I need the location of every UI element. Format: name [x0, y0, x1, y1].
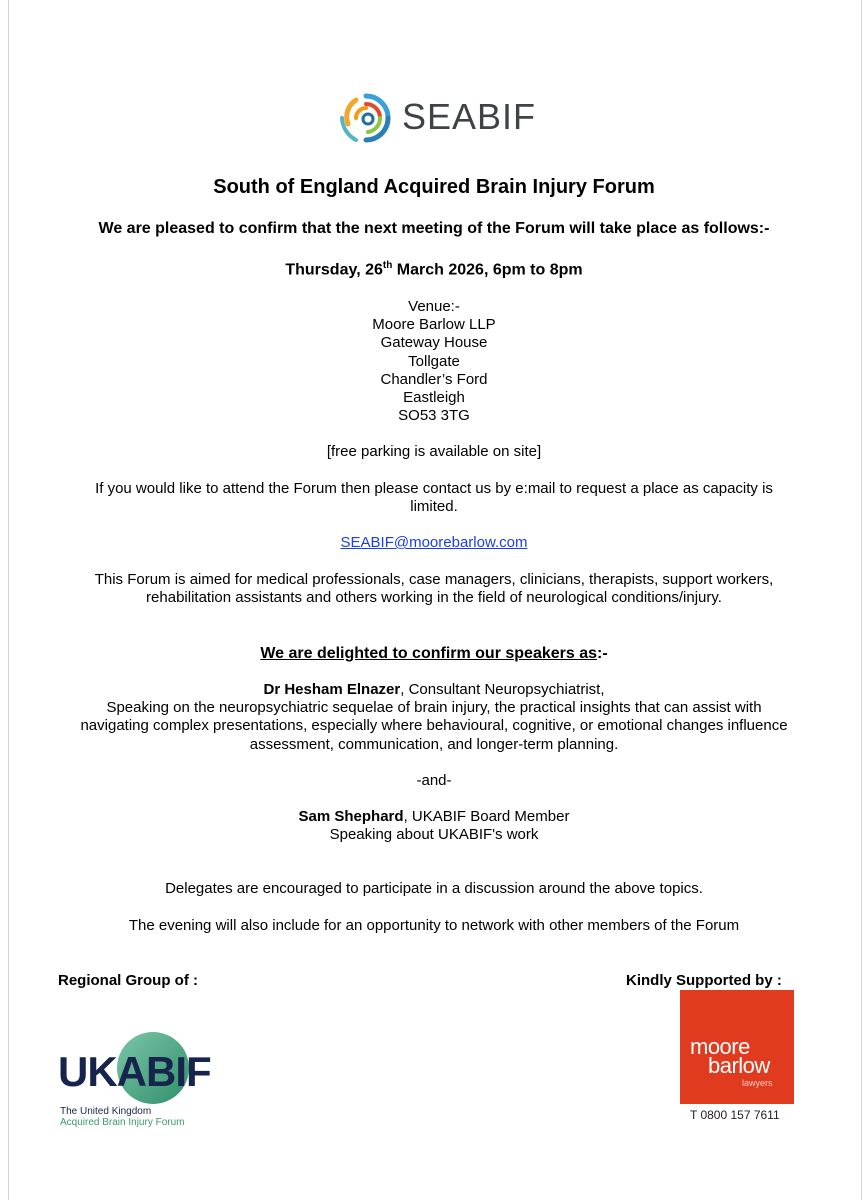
- speaker-1-title: [0, 681, 868, 699]
- speaker-2-title: [0, 808, 868, 826]
- speaker-1-line-2: navigating complex presentations, especially where behavioural, cognitive, or emotional changes influence: [80, 717, 788, 735]
- date-ordinal: th: [382, 260, 393, 271]
- speakers-heading-tail: :-: [597, 645, 608, 662]
- date-prefix: Thursday, 26: [285, 261, 383, 279]
- speaker-1-role: , Consultant Neuropsychiatrist,: [400, 681, 605, 698]
- speaker-1-line-3: assessment, communication, and longer-term planning.: [249, 735, 619, 753]
- venue-line-5: Eastleigh: [403, 389, 465, 407]
- speaker-2: [0, 808, 868, 844]
- speaker-1-line-1: Speaking on the neuropsychiatric sequelae of brain injury, the practical insights that can assist with: [106, 699, 762, 717]
- venue-line-1: Moore Barlow LLP: [372, 316, 496, 334]
- audience-line-1: This Forum is aimed for medical professionals, case managers, clinicians, therapists, support workers,: [94, 571, 774, 588]
- ukabif-subtitle-1: The United Kingdom: [60, 1106, 152, 1117]
- speaker-2-name: Sam Shephard: [298, 808, 404, 825]
- venue-line-2: Gateway House: [380, 334, 488, 352]
- moore-barlow-line-2: barlow: [708, 1053, 770, 1078]
- venue-line-4: Chandler’s Ford: [380, 370, 488, 388]
- audience-line-2: rehabilitation assistants and others working in the field of neurological conditions/injury.: [146, 589, 722, 607]
- speakers-heading-text: We are delighted to confirm our speakers as: [260, 645, 598, 662]
- delegates-text: Delegates are encouraged to participate in a discussion around the above topics.: [165, 880, 703, 897]
- and-separator: -and-: [416, 772, 452, 789]
- speaker-1: [0, 681, 868, 754]
- speaker-2-line-1: Speaking about UKABIF's work: [329, 826, 539, 844]
- intro-text: We are pleased to confirm that the next meeting of the Forum will take place as follows:-: [98, 220, 770, 237]
- seabif-swirl-icon: [336, 88, 402, 148]
- ukabif-logo-text: UKABIF: [58, 1048, 211, 1095]
- speakers-heading: [0, 645, 868, 663]
- venue-block: [0, 298, 868, 425]
- parking-note: [free parking is available on site]: [326, 443, 542, 460]
- meeting-date: [0, 260, 868, 279]
- speaker-1-name: Dr Hesham Elnazer: [263, 681, 401, 698]
- venue-line-3: Tollgate: [408, 352, 460, 370]
- speaker-2-role: , UKABIF Board Member: [403, 808, 570, 825]
- page-title: South of England Acquired Brain Injury Forum: [213, 176, 655, 198]
- attend-text: [0, 480, 868, 516]
- date-suffix: March 2026, 6pm to 8pm: [392, 261, 583, 279]
- ukabif-logo: [58, 1030, 211, 1130]
- seabif-logo-text: SEABIF: [402, 96, 537, 137]
- email-link[interactable]: SEABIF@moorebarlow.com: [340, 534, 528, 551]
- moore-barlow-phone: T 0800 157 7611: [690, 1108, 780, 1122]
- supported-by-label: Kindly Supported by :: [626, 972, 782, 989]
- audience-text: [0, 571, 868, 607]
- attend-line-1: If you would like to attend the Forum then please contact us by e:mail to request a place as capacity is: [95, 480, 773, 497]
- email-row: [0, 534, 868, 552]
- venue-label: Venue:-: [408, 298, 460, 315]
- ukabif-subtitle-2: Acquired Brain Injury Forum: [60, 1117, 185, 1128]
- network-text: The evening will also include for an opportunity to network with other members of the Forum: [128, 917, 740, 934]
- attend-line-2: limited.: [410, 498, 458, 516]
- moore-barlow-line-1: moore: [690, 1034, 750, 1059]
- regional-group-label: Regional Group of :: [58, 972, 198, 989]
- seabif-logo: [336, 88, 536, 148]
- moore-barlow-logo: [680, 990, 794, 1104]
- moore-barlow-line-3: lawyers: [742, 1078, 773, 1088]
- venue-line-6: SO53 3TG: [398, 407, 470, 425]
